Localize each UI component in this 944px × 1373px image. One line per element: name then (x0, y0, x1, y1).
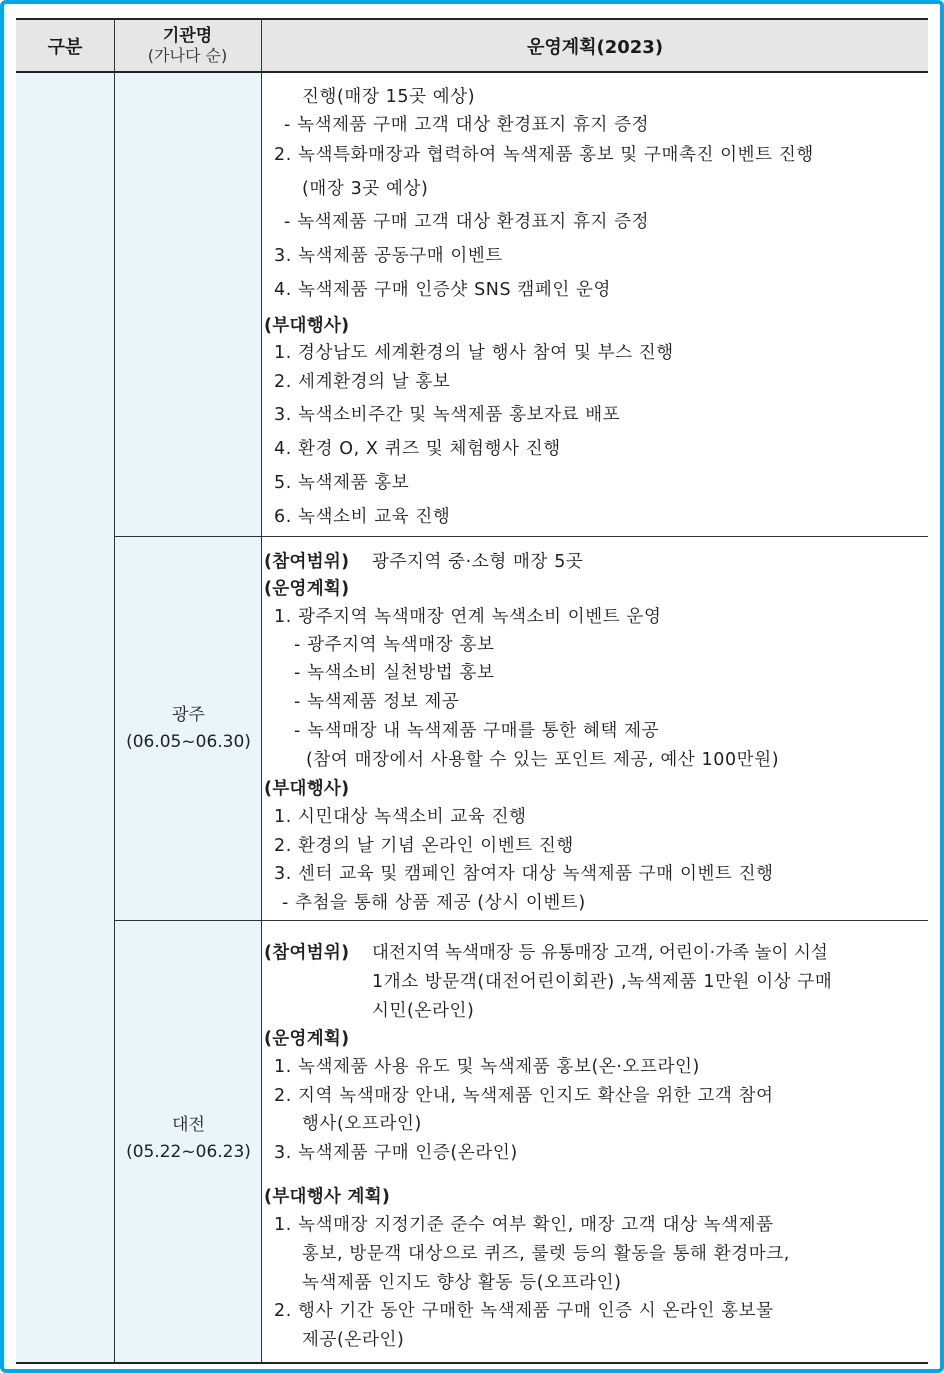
sub-event-item: 6. 녹색소비 교육 진행 (274, 507, 451, 527)
org-daejeon (115, 1112, 262, 1166)
sub-event-item: 3. 녹색소비주간 및 녹색제품 홍보자료 배포 (274, 405, 621, 425)
header-org (115, 20, 260, 71)
gwangju-content (262, 537, 928, 920)
table-header (16, 18, 928, 73)
sub-event-line: 홍보, 방문객 대상으로 퀴즈, 룰렛 등의 활동을 통해 환경마크, (302, 1244, 790, 1264)
plan-label: (운영계획) (264, 579, 350, 599)
plan-line: 1. 광주지역 녹색매장 연계 녹색소비 이벤트 운영 (274, 607, 662, 627)
plan-line: 3. 녹색제품 구매 인증(온라인) (274, 1143, 518, 1163)
plan-line: - 녹색소비 실천방법 홍보 (294, 663, 495, 683)
org-period: (06.05~06.30) (126, 732, 251, 752)
org-period: (05.22~06.23) (126, 1142, 251, 1162)
scope-label: (참여범위) (264, 943, 350, 963)
sub-event-item: 4. 환경 O, X 퀴즈 및 체험행사 진행 (274, 439, 561, 459)
sub-event-title: (부대행사) (264, 316, 350, 336)
sub-event-line: 제공(온라인) (302, 1330, 405, 1350)
sub-event-item: 2. 환경의 날 기념 온라인 이벤트 진행 (274, 836, 574, 856)
header-org-sub: (가나다 순) (147, 45, 228, 65)
text-line: - 녹색제품 구매 고객 대상 환경표지 휴지 증정 (284, 212, 650, 232)
sub-event-title: (부대행사) (264, 779, 350, 799)
category-column (16, 73, 115, 1364)
header-org-title: 기관명 (162, 25, 213, 46)
sub-event-item: 5. 녹색제품 홍보 (274, 473, 410, 493)
sub-event-line: 2. 행사 기간 동안 구매한 녹색제품 구매 인증 시 온라인 홍보물 (274, 1301, 774, 1321)
sub-event-item: - 추첨을 통해 상품 제공 (상시 이벤트) (282, 893, 586, 913)
text-line: (매장 3곳 예상) (302, 179, 429, 199)
plan-line: 1. 녹색제품 사용 유도 및 녹색제품 홍보(온·오프라인) (274, 1057, 700, 1077)
section1-content (262, 73, 928, 535)
sub-event-line: 1. 녹색매장 지정기준 준수 여부 확인, 매장 고객 대상 녹색제품 (274, 1215, 774, 1235)
org-gwangju (115, 702, 262, 756)
sub-event-item: 1. 시민대상 녹색소비 교육 진행 (274, 807, 527, 827)
plan-line: - 녹색제품 정보 제공 (294, 692, 460, 712)
header-divider (261, 18, 262, 73)
plan-line: - 녹색매장 내 녹색제품 구매를 통한 혜택 제공 (294, 721, 660, 741)
sub-event-line: 녹색제품 인지도 향상 활동 등(오프라인) (302, 1273, 622, 1293)
header-plan: 운영계획(2023) (526, 36, 664, 58)
plan-line: - 광주지역 녹색매장 홍보 (294, 635, 495, 655)
sub-event-item: 1. 경상남도 세계환경의 날 행사 참여 및 부스 진행 (274, 343, 674, 363)
plan-line: 2. 지역 녹색매장 안내, 녹색제품 인지도 확산을 위한 고객 참여 (274, 1086, 774, 1106)
text-line: 진행(매장 15곳 예상) (302, 87, 476, 107)
text-line: 3. 녹색제품 공동구매 이벤트 (274, 246, 503, 266)
plan-label: (운영계획) (264, 1029, 350, 1049)
scope-text: 광주지역 중·소형 매장 5곳 (372, 552, 584, 572)
org-name: 대전 (172, 1115, 205, 1135)
text-line: 4. 녹색제품 구매 인증샷 SNS 캠페인 운영 (274, 280, 612, 300)
header-category: 구분 (47, 36, 83, 58)
sub-event-item: 3. 센터 교육 및 캠페인 참여자 대상 녹색제품 구매 이벤트 진행 (274, 864, 774, 884)
plan-table (16, 18, 928, 1364)
org-name: 광주 (172, 705, 205, 725)
sub-event-title: (부대행사 계획) (264, 1187, 391, 1207)
scope-line: 대전지역 녹색매장 등 유통매장 고객, 어린이·가족 놀이 시설 (372, 943, 828, 963)
text-line: 2. 녹색특화매장과 협력하여 녹색제품 홍보 및 구매촉진 이벤트 진행 (274, 145, 814, 165)
scope-label: (참여범위) (264, 552, 350, 572)
table-bottom-border (16, 1362, 928, 1364)
header-divider (114, 18, 115, 73)
scope-line: 시민(온라인) (372, 1001, 475, 1021)
text-line: - 녹색제품 구매 고객 대상 환경표지 휴지 증정 (284, 115, 650, 135)
plan-line: (참여 매장에서 사용할 수 있는 포인트 제공, 예산 100만원) (306, 750, 780, 770)
scope-line: 1개소 방문객(대전어린이회관) ,녹색제품 1만원 이상 구매 (372, 972, 833, 992)
sub-event-item: 2. 세계환경의 날 홍보 (274, 372, 451, 392)
daejeon-content (262, 921, 928, 1362)
plan-line: 행사(오프라인) (302, 1114, 422, 1134)
